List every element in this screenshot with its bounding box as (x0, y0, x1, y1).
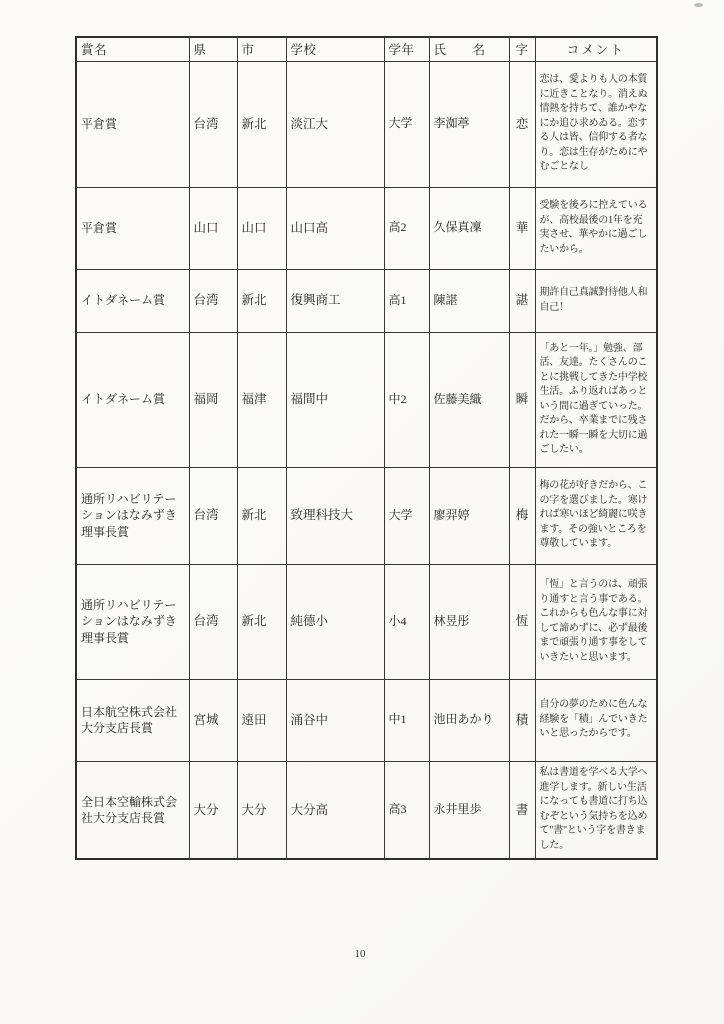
table-row (76, 187, 657, 269)
cell-grade: 中1 (384, 679, 429, 761)
cell-city: 新北 (237, 269, 286, 332)
cell-name: 池田あかり (429, 679, 509, 761)
cell-character: 恆 (509, 564, 535, 679)
cell-character: 積 (509, 679, 535, 761)
header-award: 賞名 (76, 37, 189, 61)
header-name: 氏 名 (429, 37, 509, 61)
cell-name: 永井里歩 (429, 761, 509, 859)
cell-comment: 自分の夢のために色んな経験を「積」んでいきたいと思ったからです。 (535, 679, 657, 761)
cell-prefecture: 宮城 (189, 679, 237, 761)
cell-prefecture: 台湾 (189, 467, 237, 564)
cell-city: 福津 (237, 332, 286, 467)
cell-city: 新北 (237, 61, 286, 187)
header-comment: コメント (535, 37, 657, 61)
cell-school: 福間中 (286, 332, 384, 467)
cell-grade: 高1 (384, 269, 429, 332)
header-character: 字 (509, 37, 535, 61)
cell-school: 大分高 (286, 761, 384, 859)
cell-grade: 高3 (384, 761, 429, 859)
cell-grade: 中2 (384, 332, 429, 467)
cell-comment: 期許自己真誠對待他人和自己！ (535, 269, 657, 332)
cell-school: 山口高 (286, 187, 384, 269)
cell-award: イトダネーム賞 (76, 332, 189, 467)
awards-table (75, 36, 658, 860)
header-school: 学校 (286, 37, 384, 61)
table-row (76, 761, 657, 859)
cell-prefecture: 台湾 (189, 61, 237, 187)
cell-grade: 高2 (384, 187, 429, 269)
cell-award: 通所リハビリテーションはなみずき理事長賞 (76, 467, 189, 564)
table-row (76, 467, 657, 564)
cell-name: 李洳葶 (429, 61, 509, 187)
cell-city: 山口 (237, 187, 286, 269)
cell-comment: 梅の花が好きだから、この字を選びました。寒ければ寒いほど綺麗に咲きます。その強いところを尊敬しています。 (535, 467, 657, 564)
cell-name: 廖羿婷 (429, 467, 509, 564)
cell-name: 久保真凜 (429, 187, 509, 269)
scan-artifact (694, 3, 703, 7)
cell-character: 梅 (509, 467, 535, 564)
cell-award: 全日本空輸株式会社大分支店長賞 (76, 761, 189, 859)
table-row (76, 679, 657, 761)
table-row (76, 332, 657, 467)
cell-city: 遠田 (237, 679, 286, 761)
cell-comment: 受験を後ろに控えているが、高校最後の1年を充実させ、華やかに過ごしたいから。 (535, 187, 657, 269)
header-city: 市 (237, 37, 286, 61)
cell-award: 平倉賞 (76, 187, 189, 269)
cell-award: イトダネーム賞 (76, 269, 189, 332)
table-row (76, 269, 657, 332)
cell-school: 致理科技大 (286, 467, 384, 564)
cell-city: 新北 (237, 564, 286, 679)
cell-character: 書 (509, 761, 535, 859)
cell-name: 林昱彤 (429, 564, 509, 679)
page-number: 10 (354, 948, 366, 960)
cell-comment: 私は書道を学べる大学へ進学します。新しい生活になっても書道に打ち込むぞという気持ちを込めて"書"という字を書きました。 (535, 761, 657, 859)
cell-comment: 「恆」と言うのは、頑張り通すと言う事である。これからも色んな事に対して諦めずに、必ず最後まで頑張り通す事をしていきたいと思います。 (535, 564, 657, 679)
cell-prefecture: 台湾 (189, 564, 237, 679)
cell-character: 華 (509, 187, 535, 269)
header-grade: 学年 (384, 37, 429, 61)
cell-city: 新北 (237, 467, 286, 564)
cell-comment: 「あと一年。」勉強、部活、友達。たくさんのことに挑戦してきた中学校生活。ふり返ればあっという間に過ぎていった。だから、卒業までに残された一瞬一瞬を大切に過ごしたい。 (535, 332, 657, 467)
cell-school: 涌谷中 (286, 679, 384, 761)
cell-prefecture: 福岡 (189, 332, 237, 467)
cell-grade: 大学 (384, 467, 429, 564)
cell-school: 淡江大 (286, 61, 384, 187)
cell-character: 諶 (509, 269, 535, 332)
cell-name: 陳諶 (429, 269, 509, 332)
table-header-row (76, 37, 657, 61)
cell-award: 通所リハビリテーションはなみずき理事長賞 (76, 564, 189, 679)
table-row (76, 61, 657, 187)
cell-school: 復興商工 (286, 269, 384, 332)
cell-school: 純德小 (286, 564, 384, 679)
cell-character: 恋 (509, 61, 535, 187)
cell-comment: 恋は、愛よりも人の本質に近きことなり。消えぬ情熱を持ちて、誰かやなにか追ひ求めゐる。恋する人は皆、信仰する者なり。恋は生存がためにやむごとなし (535, 61, 657, 187)
cell-city: 大分 (237, 761, 286, 859)
cell-award: 日本航空株式会社大分支店長賞 (76, 679, 189, 761)
table-row (76, 564, 657, 679)
cell-prefecture: 山口 (189, 187, 237, 269)
cell-name: 佐藤美織 (429, 332, 509, 467)
awards-table-body (76, 61, 657, 859)
header-prefecture: 県 (189, 37, 237, 61)
cell-grade: 大学 (384, 61, 429, 187)
cell-character: 瞬 (509, 332, 535, 467)
cell-prefecture: 台湾 (189, 269, 237, 332)
cell-award: 平倉賞 (76, 61, 189, 187)
cell-prefecture: 大分 (189, 761, 237, 859)
cell-grade: 小4 (384, 564, 429, 679)
